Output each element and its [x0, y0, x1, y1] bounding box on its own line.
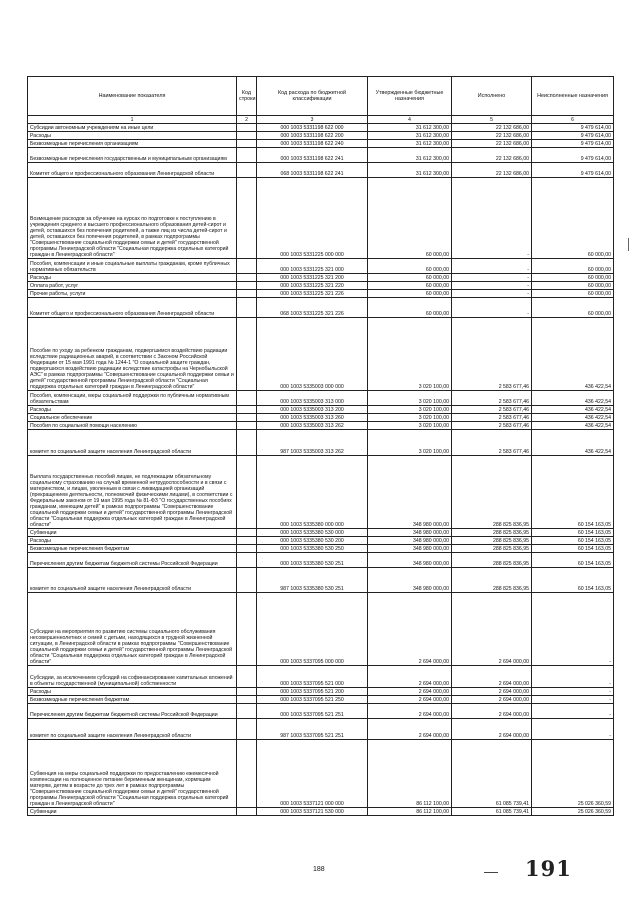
- row-unexecuted: 60 000,00: [532, 259, 614, 274]
- row-line: [237, 132, 257, 140]
- table-row: [28, 124, 614, 132]
- row-unexecuted: 60 000,00: [532, 282, 614, 290]
- row-approved: 348 980 000,00: [368, 568, 452, 593]
- row-budget-code: 000 1003 5335003 313 200: [257, 406, 368, 414]
- table-row: [28, 593, 614, 666]
- row-line: [237, 808, 257, 816]
- row-name: Субсидии на мероприятия по развитию системы социального обслуживания несовершеннолетних и семей с детьми, находящихся в трудной жизненной ситуации, в Ленинградской области в рамках подпрограммы "Совершенствование социальной поддержки семьи и детей" государственной программы Ленинградской области "Социальная поддержка отдельных категорий граждан в Ленинградской области": [28, 593, 237, 666]
- table-row: [28, 290, 614, 298]
- row-budget-code: 000 1003 5331225 000 000: [257, 178, 368, 259]
- row-budget-code: 000 1003 5335380 530 250: [257, 545, 368, 553]
- row-approved: 31 612 300,00: [368, 132, 452, 140]
- col-number: 4: [368, 116, 452, 124]
- table-row: [28, 140, 614, 148]
- row-name: Пособия по социальной помощи населению: [28, 422, 237, 430]
- col-number: 6: [532, 116, 614, 124]
- col-number: 2: [237, 116, 257, 124]
- table-row: [28, 391, 614, 406]
- row-budget-code: 000 1003 5337121 000 000: [257, 740, 368, 808]
- row-line: [237, 704, 257, 719]
- table-row: [28, 406, 614, 414]
- row-unexecuted: 60 154 163,05: [532, 568, 614, 593]
- row-approved: 2 694 000,00: [368, 593, 452, 666]
- table-row: [28, 666, 614, 688]
- table-row: [28, 529, 614, 537]
- row-budget-code: 000 1003 5337121 530 000: [257, 808, 368, 816]
- row-approved: 60 000,00: [368, 274, 452, 282]
- row-name: Расходы: [28, 688, 237, 696]
- row-name: Возмещение расходов за обучение на курсах по подготовке к поступлению в учреждения среднего и высшего профессионального образования детей-сирот и детей, оставшихся без попечения родителей, а также лиц из числа детей-сирот и детей, оставшихся без попечения родителей, в рамках подпрограммы "Совершенствование социальной поддержки семьи и детей" государственной программы Ленинградской области "Социальная поддержка отдельных категорий граждан в Ленинградской области": [28, 178, 237, 259]
- table-row: [28, 414, 614, 422]
- row-line: [237, 537, 257, 545]
- table-row: [28, 688, 614, 696]
- row-line: [237, 259, 257, 274]
- row-budget-code: 000 1003 5331198 622 240: [257, 140, 368, 148]
- row-budget-code: 000 1003 5331198 622 000: [257, 124, 368, 132]
- col-number: 3: [257, 116, 368, 124]
- row-line: [237, 696, 257, 704]
- row-executed: 288 825 836,95: [452, 537, 532, 545]
- row-budget-code: 000 1003 5337095 521 000: [257, 666, 368, 688]
- row-executed: 2 694 000,00: [452, 696, 532, 704]
- column-number-row: [28, 116, 614, 124]
- table-row: [28, 132, 614, 140]
- table-row: [28, 282, 614, 290]
- col-number: 1: [28, 116, 237, 124]
- row-budget-code: 000 1003 5331198 622 200: [257, 132, 368, 140]
- budget-report-sheet: [27, 76, 613, 816]
- row-name: Субвенции: [28, 808, 237, 816]
- row-name: комитет по социальной защите населения Ленинградской области: [28, 719, 237, 740]
- row-approved: 2 694 000,00: [368, 704, 452, 719]
- row-line: [237, 298, 257, 318]
- row-executed: 288 825 836,95: [452, 553, 532, 568]
- row-name: Оплата работ, услуг: [28, 282, 237, 290]
- row-executed: 61 085 739,41: [452, 808, 532, 816]
- row-line: [237, 456, 257, 529]
- row-unexecuted: 60 154 163,05: [532, 456, 614, 529]
- row-executed: 22 132 686,00: [452, 163, 532, 178]
- row-budget-code: 000 1003 5335003 313 260: [257, 414, 368, 422]
- row-name: Комитет общего и профессионального образования Ленинградской области: [28, 298, 237, 318]
- row-executed: 2 694 000,00: [452, 719, 532, 740]
- row-budget-code: 000 1003 5335003 313 000: [257, 391, 368, 406]
- table-row: [28, 274, 614, 282]
- row-executed: 2 694 000,00: [452, 704, 532, 719]
- row-name: комитет по социальной защите населения Ленинградской области: [28, 430, 237, 456]
- row-unexecuted: 60 154 163,05: [532, 537, 614, 545]
- table-row: [28, 537, 614, 545]
- row-name: Расходы: [28, 132, 237, 140]
- row-budget-code: 000 1003 5335003 313 262: [257, 422, 368, 430]
- row-name: Пособие по уходу за ребенком гражданам, подвергшимся воздействию радиации вследствие радиационных аварий, в соответствии с Законом Российской Федерации от 15 мая 1991 года № 1244-1 "О социальной защите граждан, подвергшихся воздействию радиации вследствие катастрофы на Чернобыльской АЭС" в рамках подпрограммы "Совершенствование социальной поддержки семьи и детей" государственной программы Ленинградской области "Социальная поддержка отдельных категорий граждан в Ленинградской области": [28, 318, 237, 391]
- row-approved: 3 020 100,00: [368, 430, 452, 456]
- row-name: Выплата государственных пособий лицам, не подлежащим обязательному социальному страхованию на случай временной нетрудоспособности и в связи с материнством, и лицам, уволенным в связи с ликвидацией организаций (прекращением деятельности, полномочий физическими лицами), в соответствии с Федеральным законом от 19 мая 1995 года № 81-ФЗ "О государственных пособиях гражданам, имеющим детей" в рамках подпрограммы "Совершенствование социальной поддержки семьи и детей" государственной программы Ленинградской области "Социальная поддержка отдельных категорий граждан в Ленинградской области": [28, 456, 237, 529]
- table-row: [28, 696, 614, 704]
- row-approved: 2 694 000,00: [368, 666, 452, 688]
- row-approved: 348 980 000,00: [368, 553, 452, 568]
- row-name: Расходы: [28, 406, 237, 414]
- row-line: [237, 282, 257, 290]
- row-budget-code: 000 1003 5337095 521 200: [257, 688, 368, 696]
- row-approved: 348 980 000,00: [368, 545, 452, 553]
- row-unexecuted: 436 422,54: [532, 414, 614, 422]
- table-row: [28, 553, 614, 568]
- row-executed: 22 132 686,00: [452, 132, 532, 140]
- row-name: Пособия, компенсации и иные социальные выплаты гражданам, кроме публичных нормативных обязательств: [28, 259, 237, 274]
- row-unexecuted: 436 422,54: [532, 318, 614, 391]
- table-row: [28, 163, 614, 178]
- row-name: Субвенция на меры социальной поддержки по предоставлению ежемесячной компенсации на полноценное питание беременным женщинам, кормящим матерям, детям в возрасте до трех лет в рамках подпрограммы "Совершенствование социальной поддержки семьи и детей" государственной программы Ленинградской области "Социальная поддержка отдельных категорий граждан в Ленинградской области": [28, 740, 237, 808]
- row-line: [237, 148, 257, 163]
- row-executed: -: [452, 290, 532, 298]
- row-line: [237, 124, 257, 132]
- row-executed: -: [452, 282, 532, 290]
- row-line: [237, 430, 257, 456]
- row-approved: 3 020 100,00: [368, 318, 452, 391]
- row-unexecuted: 9 479 614,00: [532, 124, 614, 132]
- table-row: [28, 568, 614, 593]
- row-unexecuted: 9 479 614,00: [532, 163, 614, 178]
- row-unexecuted: -: [532, 666, 614, 688]
- row-line: [237, 568, 257, 593]
- row-executed: 2 583 677,46: [452, 318, 532, 391]
- row-executed: 2 694 000,00: [452, 688, 532, 696]
- row-approved: 348 980 000,00: [368, 456, 452, 529]
- row-executed: 288 825 836,95: [452, 568, 532, 593]
- col-header-code: Код расхода по бюджетной классификации: [257, 77, 368, 116]
- row-unexecuted: -: [532, 719, 614, 740]
- row-approved: 60 000,00: [368, 178, 452, 259]
- table-row: [28, 178, 614, 259]
- handwritten-sheet-number: 191: [525, 856, 572, 881]
- row-budget-code: 000 1003 5335380 530 200: [257, 537, 368, 545]
- row-unexecuted: 9 479 614,00: [532, 132, 614, 140]
- row-budget-code: 000 1003 5335003 000 000: [257, 318, 368, 391]
- row-unexecuted: 9 479 614,00: [532, 148, 614, 163]
- row-approved: 86 112 100,00: [368, 808, 452, 816]
- table-row: [28, 740, 614, 808]
- row-budget-code: 000 1003 5335380 530 251: [257, 553, 368, 568]
- row-executed: 22 132 686,00: [452, 148, 532, 163]
- row-line: [237, 422, 257, 430]
- row-name: Перечисления другим бюджетам бюджетной системы Российской Федерации: [28, 553, 237, 568]
- row-line: [237, 406, 257, 414]
- row-line: [237, 593, 257, 666]
- row-unexecuted: 60 000,00: [532, 298, 614, 318]
- row-approved: 31 612 300,00: [368, 140, 452, 148]
- row-name: Пособия, компенсации, меры социальной поддержки по публичным нормативным обязательствам: [28, 391, 237, 406]
- row-name: Перечисления другим бюджетам бюджетной системы Российской Федерации: [28, 704, 237, 719]
- row-budget-code: 987 1003 5335380 530 251: [257, 568, 368, 593]
- row-name: Расходы: [28, 537, 237, 545]
- row-executed: -: [452, 178, 532, 259]
- row-executed: 22 132 686,00: [452, 140, 532, 148]
- row-line: [237, 391, 257, 406]
- row-approved: 2 694 000,00: [368, 719, 452, 740]
- row-line: [237, 553, 257, 568]
- row-budget-code: 000 1003 5331225 321 000: [257, 259, 368, 274]
- row-line: [237, 740, 257, 808]
- row-executed: 2 583 677,46: [452, 430, 532, 456]
- row-budget-code: 000 1003 5335380 530 000: [257, 529, 368, 537]
- row-budget-code: 000 1003 5337095 521 250: [257, 696, 368, 704]
- row-budget-code: 000 1003 5331225 321 200: [257, 274, 368, 282]
- row-approved: 60 000,00: [368, 259, 452, 274]
- table-row: [28, 318, 614, 391]
- row-approved: 31 612 300,00: [368, 124, 452, 132]
- row-approved: 3 020 100,00: [368, 391, 452, 406]
- row-approved: 60 000,00: [368, 282, 452, 290]
- col-header-approved: Утвержденные бюджетные назначения: [368, 77, 452, 116]
- row-executed: 2 694 000,00: [452, 666, 532, 688]
- table-row: [28, 704, 614, 719]
- row-unexecuted: -: [532, 696, 614, 704]
- row-name: Социальное обеспечение: [28, 414, 237, 422]
- table-row: [28, 422, 614, 430]
- margin-mark: [628, 238, 629, 251]
- row-name: Безвозмездные перечисления государственным и муниципальным организациям: [28, 148, 237, 163]
- row-name: Субсидии автономным учреждениям на иные цели: [28, 124, 237, 132]
- table-row: [28, 430, 614, 456]
- row-unexecuted: 60 154 163,05: [532, 553, 614, 568]
- row-budget-code: 000 1003 5331225 321 226: [257, 290, 368, 298]
- table-row: [28, 298, 614, 318]
- row-budget-code: 987 1003 5337095 521 251: [257, 719, 368, 740]
- table-row: [28, 456, 614, 529]
- table-row: [28, 719, 614, 740]
- row-unexecuted: 60 000,00: [532, 178, 614, 259]
- row-approved: 31 612 300,00: [368, 148, 452, 163]
- row-unexecuted: 60 154 163,05: [532, 529, 614, 537]
- row-executed: 61 085 739,41: [452, 740, 532, 808]
- table-row: [28, 259, 614, 274]
- row-budget-code: 000 1003 5331198 622 241: [257, 148, 368, 163]
- row-unexecuted: 436 422,54: [532, 422, 614, 430]
- row-approved: 60 000,00: [368, 290, 452, 298]
- row-unexecuted: 25 026 360,59: [532, 808, 614, 816]
- col-header-line: Код строки: [237, 77, 257, 116]
- page-number: 188: [313, 866, 325, 873]
- row-executed: 288 825 836,95: [452, 456, 532, 529]
- row-name: Расходы: [28, 274, 237, 282]
- row-unexecuted: 9 479 614,00: [532, 140, 614, 148]
- row-unexecuted: 436 422,54: [532, 391, 614, 406]
- row-executed: -: [452, 298, 532, 318]
- col-header-executed: Исполнено: [452, 77, 532, 116]
- row-approved: 348 980 000,00: [368, 537, 452, 545]
- row-line: [237, 529, 257, 537]
- row-executed: -: [452, 274, 532, 282]
- row-name: комитет по социальной защите населения Ленинградской области: [28, 568, 237, 593]
- table-row: [28, 545, 614, 553]
- row-unexecuted: 60 000,00: [532, 274, 614, 282]
- row-budget-code: 000 1003 5331225 321 220: [257, 282, 368, 290]
- row-executed: -: [452, 259, 532, 274]
- row-approved: 86 112 100,00: [368, 740, 452, 808]
- row-executed: 288 825 836,95: [452, 529, 532, 537]
- col-header-unexecuted: Неисполненные назначения: [532, 77, 614, 116]
- row-name: Комитет общего и профессионального образования Ленинградской области: [28, 163, 237, 178]
- row-approved: 3 020 100,00: [368, 414, 452, 422]
- row-unexecuted: 436 422,54: [532, 406, 614, 414]
- row-name: Безвозмездные перечисления организациям: [28, 140, 237, 148]
- table-row: [28, 148, 614, 163]
- row-approved: 2 694 000,00: [368, 688, 452, 696]
- row-approved: 3 020 100,00: [368, 406, 452, 414]
- row-line: [237, 688, 257, 696]
- row-budget-code: 000 1003 5335380 000 000: [257, 456, 368, 529]
- row-unexecuted: -: [532, 593, 614, 666]
- row-unexecuted: 60 154 163,05: [532, 545, 614, 553]
- row-budget-code: 000 1003 5337095 000 000: [257, 593, 368, 666]
- row-unexecuted: 60 000,00: [532, 290, 614, 298]
- row-line: [237, 290, 257, 298]
- row-name: Безвозмездные перечисления бюджетам: [28, 545, 237, 553]
- row-name: Безвозмездные перечисления бюджетам: [28, 696, 237, 704]
- row-line: [237, 163, 257, 178]
- col-number: 5: [452, 116, 532, 124]
- col-header-name: Наименование показателя: [28, 77, 237, 116]
- row-name: Прочие работы, услуги: [28, 290, 237, 298]
- row-unexecuted: -: [532, 688, 614, 696]
- row-executed: 22 132 686,00: [452, 124, 532, 132]
- stamp-dash: [484, 872, 498, 873]
- row-line: [237, 545, 257, 553]
- row-approved: 348 980 000,00: [368, 529, 452, 537]
- row-line: [237, 178, 257, 259]
- row-executed: 2 583 677,46: [452, 414, 532, 422]
- table-header-row: [28, 77, 614, 116]
- row-executed: 2 583 677,46: [452, 406, 532, 414]
- row-approved: 31 612 300,00: [368, 163, 452, 178]
- row-line: [237, 719, 257, 740]
- row-budget-code: 000 1003 5337095 521 251: [257, 704, 368, 719]
- row-line: [237, 140, 257, 148]
- row-executed: 288 825 836,95: [452, 545, 532, 553]
- row-executed: 2 583 677,46: [452, 391, 532, 406]
- row-approved: 2 694 000,00: [368, 696, 452, 704]
- row-line: [237, 274, 257, 282]
- row-executed: 2 583 677,46: [452, 422, 532, 430]
- row-name: Субсидии, за исключением субсидий на софинансирование капитальных вложений в объекты государственной (муниципальной) собственности: [28, 666, 237, 688]
- row-unexecuted: -: [532, 704, 614, 719]
- row-unexecuted: 25 026 360,59: [532, 740, 614, 808]
- row-line: [237, 414, 257, 422]
- table-row: [28, 808, 614, 816]
- row-budget-code: 987 1003 5335003 313 262: [257, 430, 368, 456]
- row-line: [237, 318, 257, 391]
- budget-execution-table: [27, 76, 614, 816]
- row-budget-code: 068 1003 5331225 321 226: [257, 298, 368, 318]
- row-unexecuted: 436 422,54: [532, 430, 614, 456]
- row-approved: 60 000,00: [368, 298, 452, 318]
- row-line: [237, 666, 257, 688]
- row-name: Субвенции: [28, 529, 237, 537]
- row-budget-code: 068 1003 5331198 622 241: [257, 163, 368, 178]
- row-executed: 2 694 000,00: [452, 593, 532, 666]
- row-approved: 3 020 100,00: [368, 422, 452, 430]
